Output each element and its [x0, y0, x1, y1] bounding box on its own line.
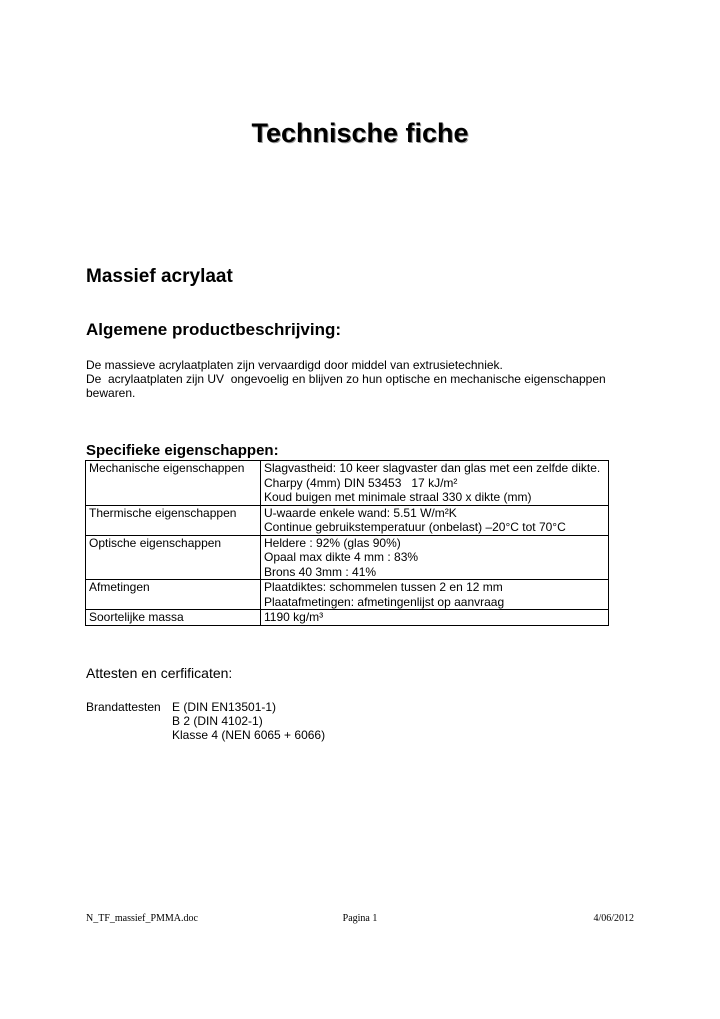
specs-table [85, 460, 609, 626]
table-row [86, 610, 609, 626]
table-row [86, 535, 609, 580]
certificate-line: E (DIN EN13501-1) [172, 700, 277, 714]
row-value [261, 580, 609, 610]
value-line: Opaal max dikte 4 mm : 83% [264, 550, 419, 564]
table-row [86, 461, 609, 506]
product-title: Massief acrylaat [86, 266, 233, 287]
row-label: Afmetingen [86, 580, 261, 610]
table-row [86, 580, 609, 610]
value-line: Brons 40 3mm : 41% [264, 564, 377, 579]
specs-heading: Specifieke eigenschappen: [86, 442, 279, 459]
certificates-heading: Attesten en cerfificaten: [86, 665, 233, 681]
value-line: U-waarde enkele wand: 5.51 W/m²K [264, 505, 457, 520]
value-line: Plaatdiktes: schommelen tussen 2 en 12 mm [264, 580, 503, 594]
value-line: Plaatafmetingen: afmetingenlijst op aanvraag [264, 594, 505, 609]
footer-page-number: Pagina 1 [342, 913, 378, 924]
general-heading: Algemene productbeschrijving: [86, 320, 342, 339]
certificates-values [172, 700, 325, 742]
row-label: Optische eigenschappen [86, 535, 261, 580]
row-value [261, 505, 609, 535]
certificates-label: Brandattesten [86, 700, 161, 714]
row-value [261, 610, 609, 626]
certificate-line: B 2 (DIN 4102-1) [172, 714, 263, 728]
row-label: Mechanische eigenschappen [86, 461, 261, 506]
row-value [261, 461, 609, 506]
page-title: Technische fiche [251, 118, 469, 148]
row-label: Thermische eigenschappen [86, 505, 261, 535]
row-value [261, 535, 609, 580]
footer-date: 4/06/2012 [593, 913, 634, 924]
value-line: 1190 kg/m³ [264, 610, 324, 624]
description-line: De massieve acrylaatplaten zijn vervaardigd door middel van extrusietechniek. [86, 358, 503, 372]
value-line: Charpy (4mm) DIN 53453 17 kJ/m² [264, 475, 458, 490]
description-line: bewaren. [86, 386, 136, 400]
table-row [86, 505, 609, 535]
value-line: Koud buigen met minimale straal 330 x dikte (mm) [264, 490, 532, 504]
footer-filename: N_TF_massief_PMMA.doc [86, 913, 198, 924]
general-description [86, 358, 646, 400]
certificate-line: Klasse 4 (NEN 6065 + 6066) [172, 728, 326, 742]
value-line: Continue gebruikstemperatuur (onbelast) –20°C tot 70°C [264, 520, 566, 534]
description-line: De acrylaatplaten zijn UV ongevoelig en blijven zo hun optische en mechanische eigenschappen [86, 372, 606, 386]
value-line: Slagvastheid: 10 keer slagvaster dan glas met een zelfde dikte. [264, 461, 601, 475]
value-line: Heldere : 92% (glas 90%) [264, 535, 401, 550]
row-label: Soortelijke massa [86, 610, 261, 626]
